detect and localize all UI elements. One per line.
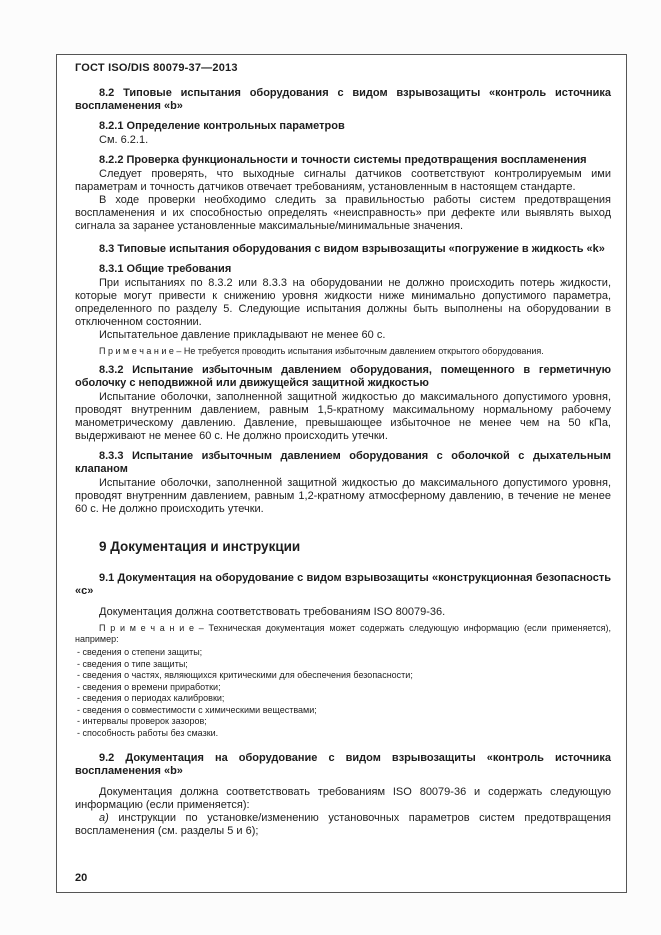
heading-8-3-1: 8.3.1 Общие требования: [99, 263, 232, 275]
paragraph-8-3-1-2: Испытательное давление прикладывают не менее 60 с.: [99, 329, 386, 341]
heading-8-3-2: 8.3.2 Испытание избыточным давлением оборудования, помещенного в герметичную оболочку с неподвижной или движущейся защитной жидкостью: [75, 364, 611, 389]
note-list-item: - сведения о времени приработки;: [77, 681, 221, 692]
heading-8-3-3: 8.3.3 Испытание избыточным давлением оборудования с оболочкой с дыхательным клапаном: [75, 450, 611, 475]
paragraph-9-1: Документация должна соответствовать требованиям ISO 80079-36.: [99, 606, 446, 618]
paragraph-9-2: Документация должна соответствовать требованиям ISO 80079-36 и содержать следующую информацию (если применяется):: [75, 786, 611, 811]
running-header: ГОСТ ISO/DIS 80079-37—2013: [75, 62, 238, 74]
heading-8-2-2: 8.2.2 Проверка функциональности и точности системы предотвращения воспламенения: [99, 154, 587, 166]
heading-9-2: 9.2 Документация на оборудование с видом взрывозащиты «контроль источника воспламенения «b»: [75, 752, 611, 777]
heading-8-2: 8.2 Типовые испытания оборудования с видом взрывозащиты «контроль источника воспламенения «b»: [75, 87, 611, 112]
heading-8-3: 8.3 Типовые испытания оборудования с видом взрывозащиты «погружение в жидкость «k»: [99, 243, 605, 255]
list-item-a: [75, 812, 611, 838]
note-9-1-intro: П р и м е ч а н и е – Техническая документация может содержать следующую информацию (если применяется), например:: [75, 623, 611, 644]
list-item-a-text: инструкции по установке/изменению установочных параметров систем предотвращения воспламенения (см. разделы 5 и 6);: [75, 812, 611, 837]
note-list-item: - сведения о степени защиты;: [77, 647, 203, 657]
note-list-item: - сведения о периодах калибровки;: [77, 693, 225, 703]
paragraph-8-3-2: Испытание оболочки, заполненной защитной жидкостью до максимального допустимого уровня, проводят внутренним давлением, равным 1,5-кратному максимальному нормальному рабочему манометрическому давлению. Давление, превышающее избыточное не менее чем на 50 кПа, выдерживают не менее 60 с. Не должно происходить утечки.: [75, 391, 611, 442]
page-number: 20: [75, 872, 88, 884]
heading-9-1: 9.1 Документация на оборудование с видом взрывозащиты «конструкционная безопасность «с»: [75, 572, 611, 597]
note-list-9-1: [75, 647, 611, 739]
paragraph-8-2-2-2: В ходе проверки необходимо следить за правильностью работы систем предотвращения воспламенения и их способностью определять «неисправность» при дефекте или выявлять выход сигнала за заранее установленные максимальные/минимальные значения.: [75, 194, 611, 232]
note-8-3-1: П р и м е ч а н и е – Не требуется проводить испытания избыточным давлением открытого оборудования.: [99, 346, 544, 356]
paragraph-8-2-1: См. 6.2.1.: [99, 134, 149, 146]
page-content: [75, 62, 611, 838]
paragraph-8-3-1-1: При испытаниях по 8.3.2 или 8.3.3 на оборудовании не должно происходить потерь жидкости, которые могут привести к снижению уровня жидкости ниже минимально допустимого параметра, определенного по разделу 5. Следующие испытания должны быть выполнены на оборудовании в отключенном состоянии.: [75, 277, 611, 328]
paragraph-8-3-3: Испытание оболочки, заполненной защитной жидкостью до максимального допустимого уровня, проводят внутренним давлением, равным 1,2-кратному атмосферному давлению, в течение не менее 60 с. Не должно происходить утечки.: [75, 477, 611, 515]
heading-9: 9 Документация и инструкции: [99, 539, 301, 554]
note-list-item: - интервалы проверок зазоров;: [77, 716, 207, 726]
paragraph-8-2-2-1: Следует проверять, что выходные сигналы датчиков соответствуют контролируемым ими параметрам и точность датчиков отвечает требованиям, установленным в настоящем стандарте.: [75, 168, 611, 193]
list-item-a-marker: а): [99, 812, 109, 824]
note-list-item: - сведения о типе защиты;: [77, 658, 188, 669]
note-list-item: - сведения о совместимости с химическими веществами;: [77, 704, 317, 715]
heading-8-2-1: 8.2.1 Определение контрольных параметров: [99, 120, 345, 132]
note-list-item: - сведения о частях, являющихся критическими для обеспечения безопасности;: [77, 670, 413, 680]
note-list-item: - способность работы без смазки.: [77, 727, 219, 738]
document-page: [56, 54, 627, 893]
